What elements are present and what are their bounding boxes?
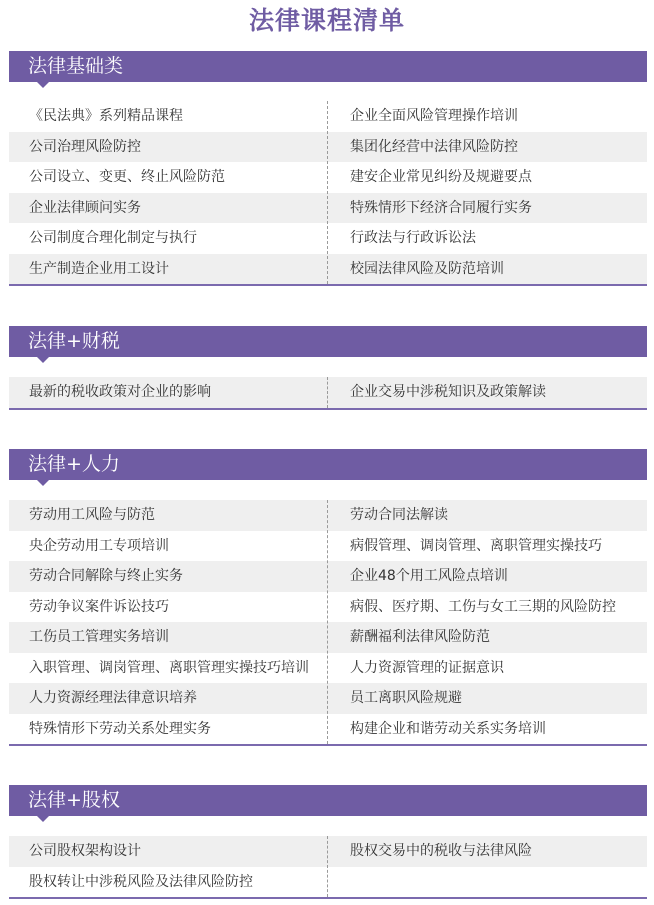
table-row [9,561,647,592]
table-row [9,714,647,745]
table-row [9,592,647,623]
course-item: 生产制造企业用工设计 [29,260,169,277]
section-legal-tax [9,326,647,400]
course-item: 员工离职风险规避 [350,690,462,706]
table-row [9,867,647,898]
course-item: 入职管理、调岗管理、离职管理实操技巧培训 [29,659,309,676]
course-item: 企业48个用工风险点培训 [350,568,508,584]
course-item: 股权交易中的税收与法律风险 [350,843,532,859]
course-item: 人力资源管理的证据意识 [350,659,504,676]
course-item: 劳动合同解除与终止实务 [29,568,183,584]
course-item: 公司股权架构设计 [29,843,141,859]
course-item: 劳动用工风险与防范 [29,507,155,523]
course-table [9,101,647,286]
section-header [9,785,647,816]
course-item: 特殊情形下劳动关系处理实务 [29,720,211,737]
table-row [9,500,647,531]
table-row [9,193,647,224]
course-item: 建安企业常见纠纷及规避要点 [350,169,532,185]
course-item: 集团化经营中法律风险防控 [350,138,518,155]
table-row [9,162,647,193]
section-title: 法律+股权 [28,789,120,811]
table-row [9,836,647,867]
section-legal-equity [9,785,647,890]
course-item: 工伤员工管理实务培训 [29,629,169,645]
page-title: 法律课程清单 [248,6,405,35]
column-divider [327,500,328,744]
section-header [9,449,647,480]
table-row [9,223,647,254]
course-item: 公司治理风险防控 [29,138,141,155]
section-header [9,51,647,82]
table-row [9,132,647,163]
column-divider [327,101,328,284]
course-item: 薪酬福利法律风险防范 [350,629,490,645]
course-item: 公司制度合理化制定与执行 [29,230,197,246]
column-divider [327,836,328,897]
section-legal-basics [9,51,647,277]
table-row [9,254,647,285]
course-item: 校园法律风险及防范培训 [350,260,504,277]
course-item: 劳动合同法解读 [350,507,448,523]
course-item: 行政法与行政诉讼法 [350,230,476,246]
table-row [9,531,647,562]
course-table [9,836,647,899]
section-legal-hr [9,449,647,737]
course-table [9,377,647,410]
section-header [9,326,647,357]
column-divider [327,377,328,408]
section-title: 法律+人力 [28,453,120,475]
table-row [9,377,647,408]
table-row [9,622,647,653]
course-item: 股权转让中涉税风险及法律风险防控 [29,873,253,890]
course-item: 病假管理、调岗管理、离职管理实操技巧 [350,537,602,554]
section-title: 法律+财税 [28,330,120,352]
course-item: 《民法典》系列精品课程 [29,108,183,124]
table-row [9,683,647,714]
course-item: 公司设立、变更、终止风险防范 [29,169,225,185]
course-item: 企业交易中涉税知识及政策解读 [350,384,546,400]
course-table [9,500,647,746]
course-item: 构建企业和谐劳动关系实务培训 [350,720,546,737]
course-item: 最新的税收政策对企业的影响 [29,384,211,400]
course-item: 人力资源经理法律意识培养 [29,690,197,706]
course-item: 劳动争议案件诉讼技巧 [29,598,169,615]
table-row [9,653,647,684]
table-row [9,101,647,132]
course-item [328,867,647,898]
course-item: 病假、医疗期、工伤与女工三期的风险防控 [350,598,616,615]
course-item: 企业全面风险管理操作培训 [350,108,518,124]
course-item: 企业法律顾问实务 [29,199,141,216]
section-title: 法律基础类 [28,55,124,77]
course-item: 特殊情形下经济合同履行实务 [350,199,532,216]
course-item: 央企劳动用工专项培训 [29,537,169,554]
